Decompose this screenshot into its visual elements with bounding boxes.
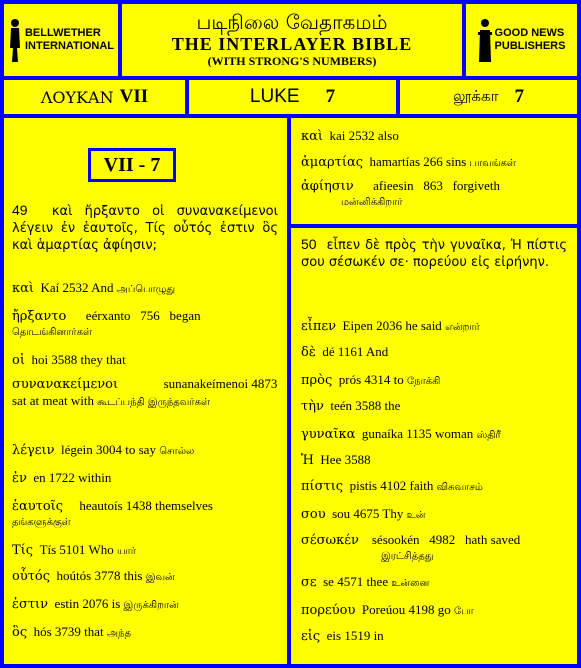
word-row: εἰς eis 1519 in (301, 628, 384, 644)
word-row: Τίς Tís 5101 Who யார் (12, 542, 136, 558)
word-row: ἑαυτοῖς heautoís 1438 themselves தங்களுக்குள் (12, 498, 213, 528)
book-tamil-name: லூக்கா (453, 87, 499, 105)
title-subtitle: (WITH STRONG'S NUMBERS) (207, 54, 377, 68)
right-top-panel (291, 118, 577, 224)
word-row: εἶπεν Eipen 2036 he said என்றார் (301, 318, 480, 334)
word-row: γυναῖκα gunaíka 1135 woman ஸ்திரீ (301, 426, 501, 442)
title-english: THE INTERLAYER BIBLE (171, 34, 413, 54)
book-tamil (400, 80, 577, 114)
word-row: λέγειν légein 3004 to say சொல்ல (12, 442, 195, 458)
left-panel (4, 118, 287, 664)
word-row: οὗτός hoútós 3778 this இவன் (12, 568, 175, 584)
word-row: πίστις pistis 4102 faith விசுவாசம் (301, 478, 483, 494)
word-row: οἱ hoi 3588 they that (12, 352, 126, 368)
word-row: ἐν en 1722 within (12, 470, 112, 486)
word-row: τὴν teén 3588 the (301, 398, 401, 414)
word-row: ἐστιν estin 2076 is இருக்கிறான் (12, 596, 179, 612)
word-row: ἀφίησιν afieesin 863 forgiveth மன்னிக்கிறார் (301, 178, 500, 208)
word-row: πρὸς prós 4314 to நோக்கி (301, 372, 441, 388)
verse-50-number: 50 (301, 236, 317, 252)
book-tamil-chapter: 7 (514, 86, 524, 107)
word-row: δὲ dé 1161 And (301, 344, 389, 360)
book-greek-chapter: VII (119, 86, 149, 107)
word-row: ἤρξαντο eérxanto 756 began தொடங்கினார்கள் (12, 308, 201, 338)
verse-49-text (12, 202, 278, 254)
word-row: καὶ kai 2532 also (301, 128, 399, 144)
book-english-chapter: 7 (325, 86, 336, 107)
good-news-logo (466, 4, 577, 76)
verse-49-greek: καὶ ἤρξαντο οἱ συνανακείμενοι λέγειν ἐν ἑαυτοῖς, Τίς οὗτός ἐστιν ὃς καὶ ἁμαρτίας ἀφίησιν; (12, 204, 278, 253)
bellwether-logo (4, 4, 118, 76)
book-greek-name: ΛΟΥΚΑΝ (40, 87, 114, 107)
verse-49-number: 49 (12, 202, 28, 218)
title-block (122, 4, 462, 76)
logo-right-line1: GOOD NEWS (494, 27, 565, 39)
chapter-label: VII - 7 (88, 148, 176, 182)
book-english-name: LUKE (249, 86, 300, 107)
word-row: Ἡ Hee 3588 (301, 452, 371, 468)
book-greek (4, 80, 185, 114)
word-row: ἁμαρτίας hamartías 266 sins பாவங்கள் (301, 154, 516, 170)
word-row: σου sou 4675 Thy உன் (301, 506, 426, 522)
word-row: σέσωκέν sésookén 4982 hath saved இரட்சித்தது (301, 532, 521, 562)
verse-50-text (301, 236, 567, 271)
preacher-figure-icon (478, 18, 492, 62)
word-row: ὃς hós 3739 that அந்த (12, 624, 131, 640)
word-row: πορεύου Poreúou 4198 go போ (301, 602, 474, 618)
logo-left-line2: INTERNATIONAL (24, 40, 114, 52)
word-row: συνανακείμενοι sunanakeímenoi 4873 sat at meat with கூடப்பந்தி இருந்தவர்கள் (12, 376, 278, 408)
title-tamil: படிநிலை வேதாகமம் (196, 10, 388, 34)
logo-right-line2: PUBLISHERS (494, 40, 566, 52)
praying-figure-icon (8, 18, 22, 62)
logo-left-line1: BELLWETHER (24, 27, 101, 39)
word-row: καὶ Kaí 2532 And அப்பொழுது (12, 280, 176, 296)
word-row: σε se 4571 thee உன்னை (301, 574, 430, 590)
book-english (189, 80, 396, 114)
verse-50-greek: εἶπεν δὲ πρὸς τὴν γυναῖκα, Ἡ πίστις σου σέσωκέν σε· πορεύου εἰς εἰρήνην. (301, 238, 568, 270)
right-bottom-panel (291, 228, 577, 664)
